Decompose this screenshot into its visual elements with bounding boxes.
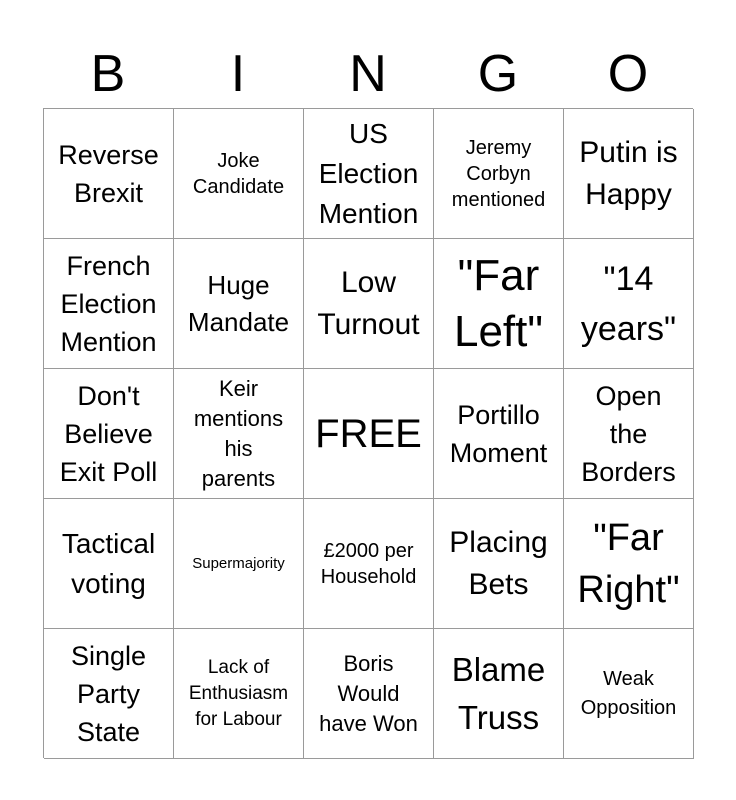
bingo-cell[interactable] — [174, 499, 304, 629]
cell-label: "14 years" — [580, 259, 677, 348]
cell-label: Jeremy Corbyn mentioned — [451, 136, 546, 211]
free-space[interactable] — [304, 369, 434, 499]
bingo-cell[interactable] — [434, 499, 564, 629]
cell-label: Keir mentions his parents — [193, 375, 284, 491]
cell-label: Portillo Moment — [449, 399, 548, 468]
cell-label: Weak Opposition — [580, 667, 677, 719]
cell-label: Lack of Enthusiasm for Labour — [188, 656, 289, 730]
header-letter-n: N — [349, 45, 387, 103]
bingo-cell[interactable] — [44, 239, 174, 369]
bingo-cell[interactable] — [564, 629, 694, 759]
bingo-cell[interactable] — [174, 239, 304, 369]
cell-label: French Election Mention — [60, 250, 157, 357]
bingo-cell[interactable] — [304, 499, 434, 629]
cell-label: Tactical voting — [61, 527, 156, 599]
bingo-cell[interactable] — [304, 109, 434, 239]
cell-label: Huge Mandate — [187, 269, 290, 337]
cell-label: Placing Bets — [449, 525, 548, 601]
cell-label: Low Turnout — [317, 265, 420, 341]
bingo-cell[interactable] — [564, 499, 694, 629]
header-letter-g: G — [477, 45, 519, 103]
bingo-cell[interactable] — [434, 239, 564, 369]
header-letter-b: B — [90, 45, 126, 103]
bingo-cell[interactable] — [304, 629, 434, 759]
header-letter-o: O — [607, 45, 649, 103]
cell-label: Boris Would have Won — [319, 650, 418, 736]
cell-label: Putin is Happy — [579, 135, 678, 211]
cell-label: US Election Mention — [318, 117, 419, 229]
bingo-cell[interactable] — [434, 109, 564, 239]
bingo-grid — [43, 108, 693, 758]
bingo-cell[interactable] — [44, 499, 174, 629]
bingo-cell[interactable] — [434, 629, 564, 759]
cell-label: Blame Truss — [451, 650, 546, 736]
bingo-cell[interactable] — [174, 109, 304, 239]
header-letter-i: I — [230, 45, 246, 103]
bingo-cell[interactable] — [174, 369, 304, 499]
cell-label: £2000 per Household — [320, 539, 417, 588]
bingo-cell[interactable] — [304, 239, 434, 369]
cell-label: Open the Borders — [581, 380, 676, 487]
cell-label: Don't Believe Exit Poll — [59, 380, 158, 487]
cell-label: Supermajority — [192, 555, 285, 572]
bingo-cell[interactable] — [174, 629, 304, 759]
bingo-cell[interactable] — [564, 369, 694, 499]
cell-label: Single Party State — [70, 640, 147, 747]
bingo-cell[interactable] — [564, 109, 694, 239]
bingo-cell[interactable] — [564, 239, 694, 369]
bingo-cell[interactable] — [44, 109, 174, 239]
bingo-cell[interactable] — [44, 369, 174, 499]
cell-label: Reverse Brexit — [58, 139, 159, 208]
cell-label: "Far Right" — [577, 516, 680, 611]
cell-label: Joke Candidate — [192, 149, 285, 198]
free-label: FREE — [315, 411, 422, 456]
bingo-cell[interactable] — [434, 369, 564, 499]
bingo-header — [43, 40, 693, 108]
cell-label: "Far Left" — [453, 250, 543, 356]
bingo-cell[interactable] — [44, 629, 174, 759]
